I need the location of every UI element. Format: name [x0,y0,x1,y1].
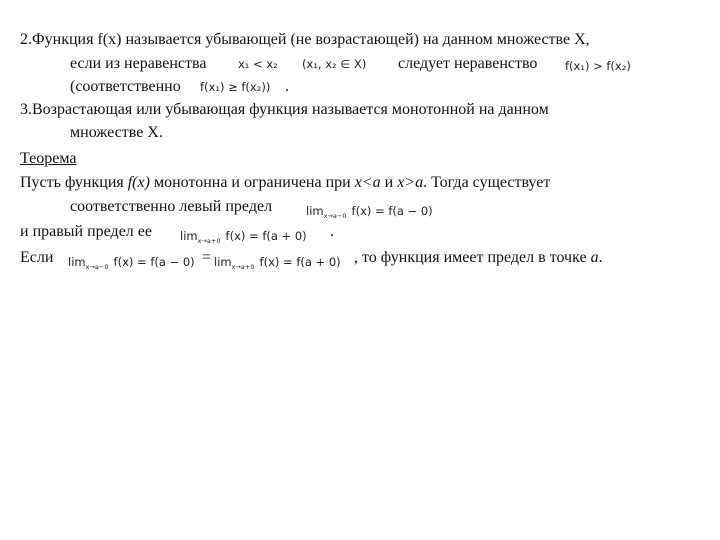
theorem-line-1-x-less-a: x<a [354,174,381,191]
formula-fx1-geq-fx2: f(x₁) ≥ f(x₂)) [200,80,271,94]
theorem-line-4-tail [354,248,603,268]
theorem-line-4-text-b: , то функция имеет предел в точке [354,249,591,266]
theorem-line-1-text-b: монотонна и ограничена при [149,174,355,191]
left-limit-2-subscript: x→a−0 [85,263,109,271]
theorem-heading: Теорема [20,150,77,167]
theorem-line-4-text-a: Если [20,249,54,266]
theorem-line-1 [20,173,550,193]
theorem-line-4-equals: = [202,249,212,266]
left-limit-subscript: x→a−0 [323,212,347,220]
theorem-line-4-period: . [598,249,603,266]
paragraph-2-line-1: 2.Функция f(x) называется убывающей (не возрастающей) на данном множестве X, [20,31,590,48]
paragraph-3-line-2: множестве X. [70,124,163,141]
theorem-line-1-text-d: и [380,174,398,191]
right-limit-expression: f(x) = f(a + 0) [225,229,307,243]
theorem-line-2-text-a: соответственно левый предел [70,198,273,215]
theorem-line-1-fx: f(x) [127,174,150,191]
left-limit-word: lim [306,204,324,218]
right-limit-2-word: lim [214,255,232,269]
formula-right-limit-2 [214,251,341,270]
right-limit-2-subscript: x→a+0 [231,263,255,271]
paragraph-2-line-2-text-b: следует неравенство [398,55,538,72]
theorem-line-1-x-greater-a: x>a [397,174,424,191]
right-limit-2-expression: f(x) = f(a + 0) [259,255,341,269]
formula-fx1-greater-fx2: f(x₁) > f(x₂) [565,59,631,73]
formula-left-limit-2 [68,251,195,270]
paragraph-3-line-1: 3.Возрастающая или убывающая функция называется монотонной на данном [20,101,549,118]
formula-x1-x2-in-set: (x₁, x₂ ∈ X) [302,57,367,71]
theorem-line-1-text-a: Пусть функция [20,174,128,191]
theorem-line-1-text-f: . Тогда существует [423,174,551,191]
right-limit-word: lim [180,229,198,243]
formula-right-limit [180,225,307,244]
left-limit-2-word: lim [68,255,86,269]
paragraph-2-line-3-period: . [285,78,289,95]
theorem-line-3-text-a: и правый предел ее [20,223,152,240]
paragraph-2-line-3-text-a: (соответственно [70,78,181,95]
formula-left-limit [306,200,433,219]
left-limit-2-expression: f(x) = f(a − 0) [113,255,195,269]
right-limit-subscript: x→a+0 [197,237,221,245]
formula-x1-less-x2: x₁ < x₂ [238,57,278,71]
theorem-line-4-point-a: a [590,249,599,266]
paragraph-2-line-2-text-a: если из неравенства [70,55,207,72]
left-limit-expression: f(x) = f(a − 0) [351,204,433,218]
theorem-line-3-period: . [330,223,334,240]
